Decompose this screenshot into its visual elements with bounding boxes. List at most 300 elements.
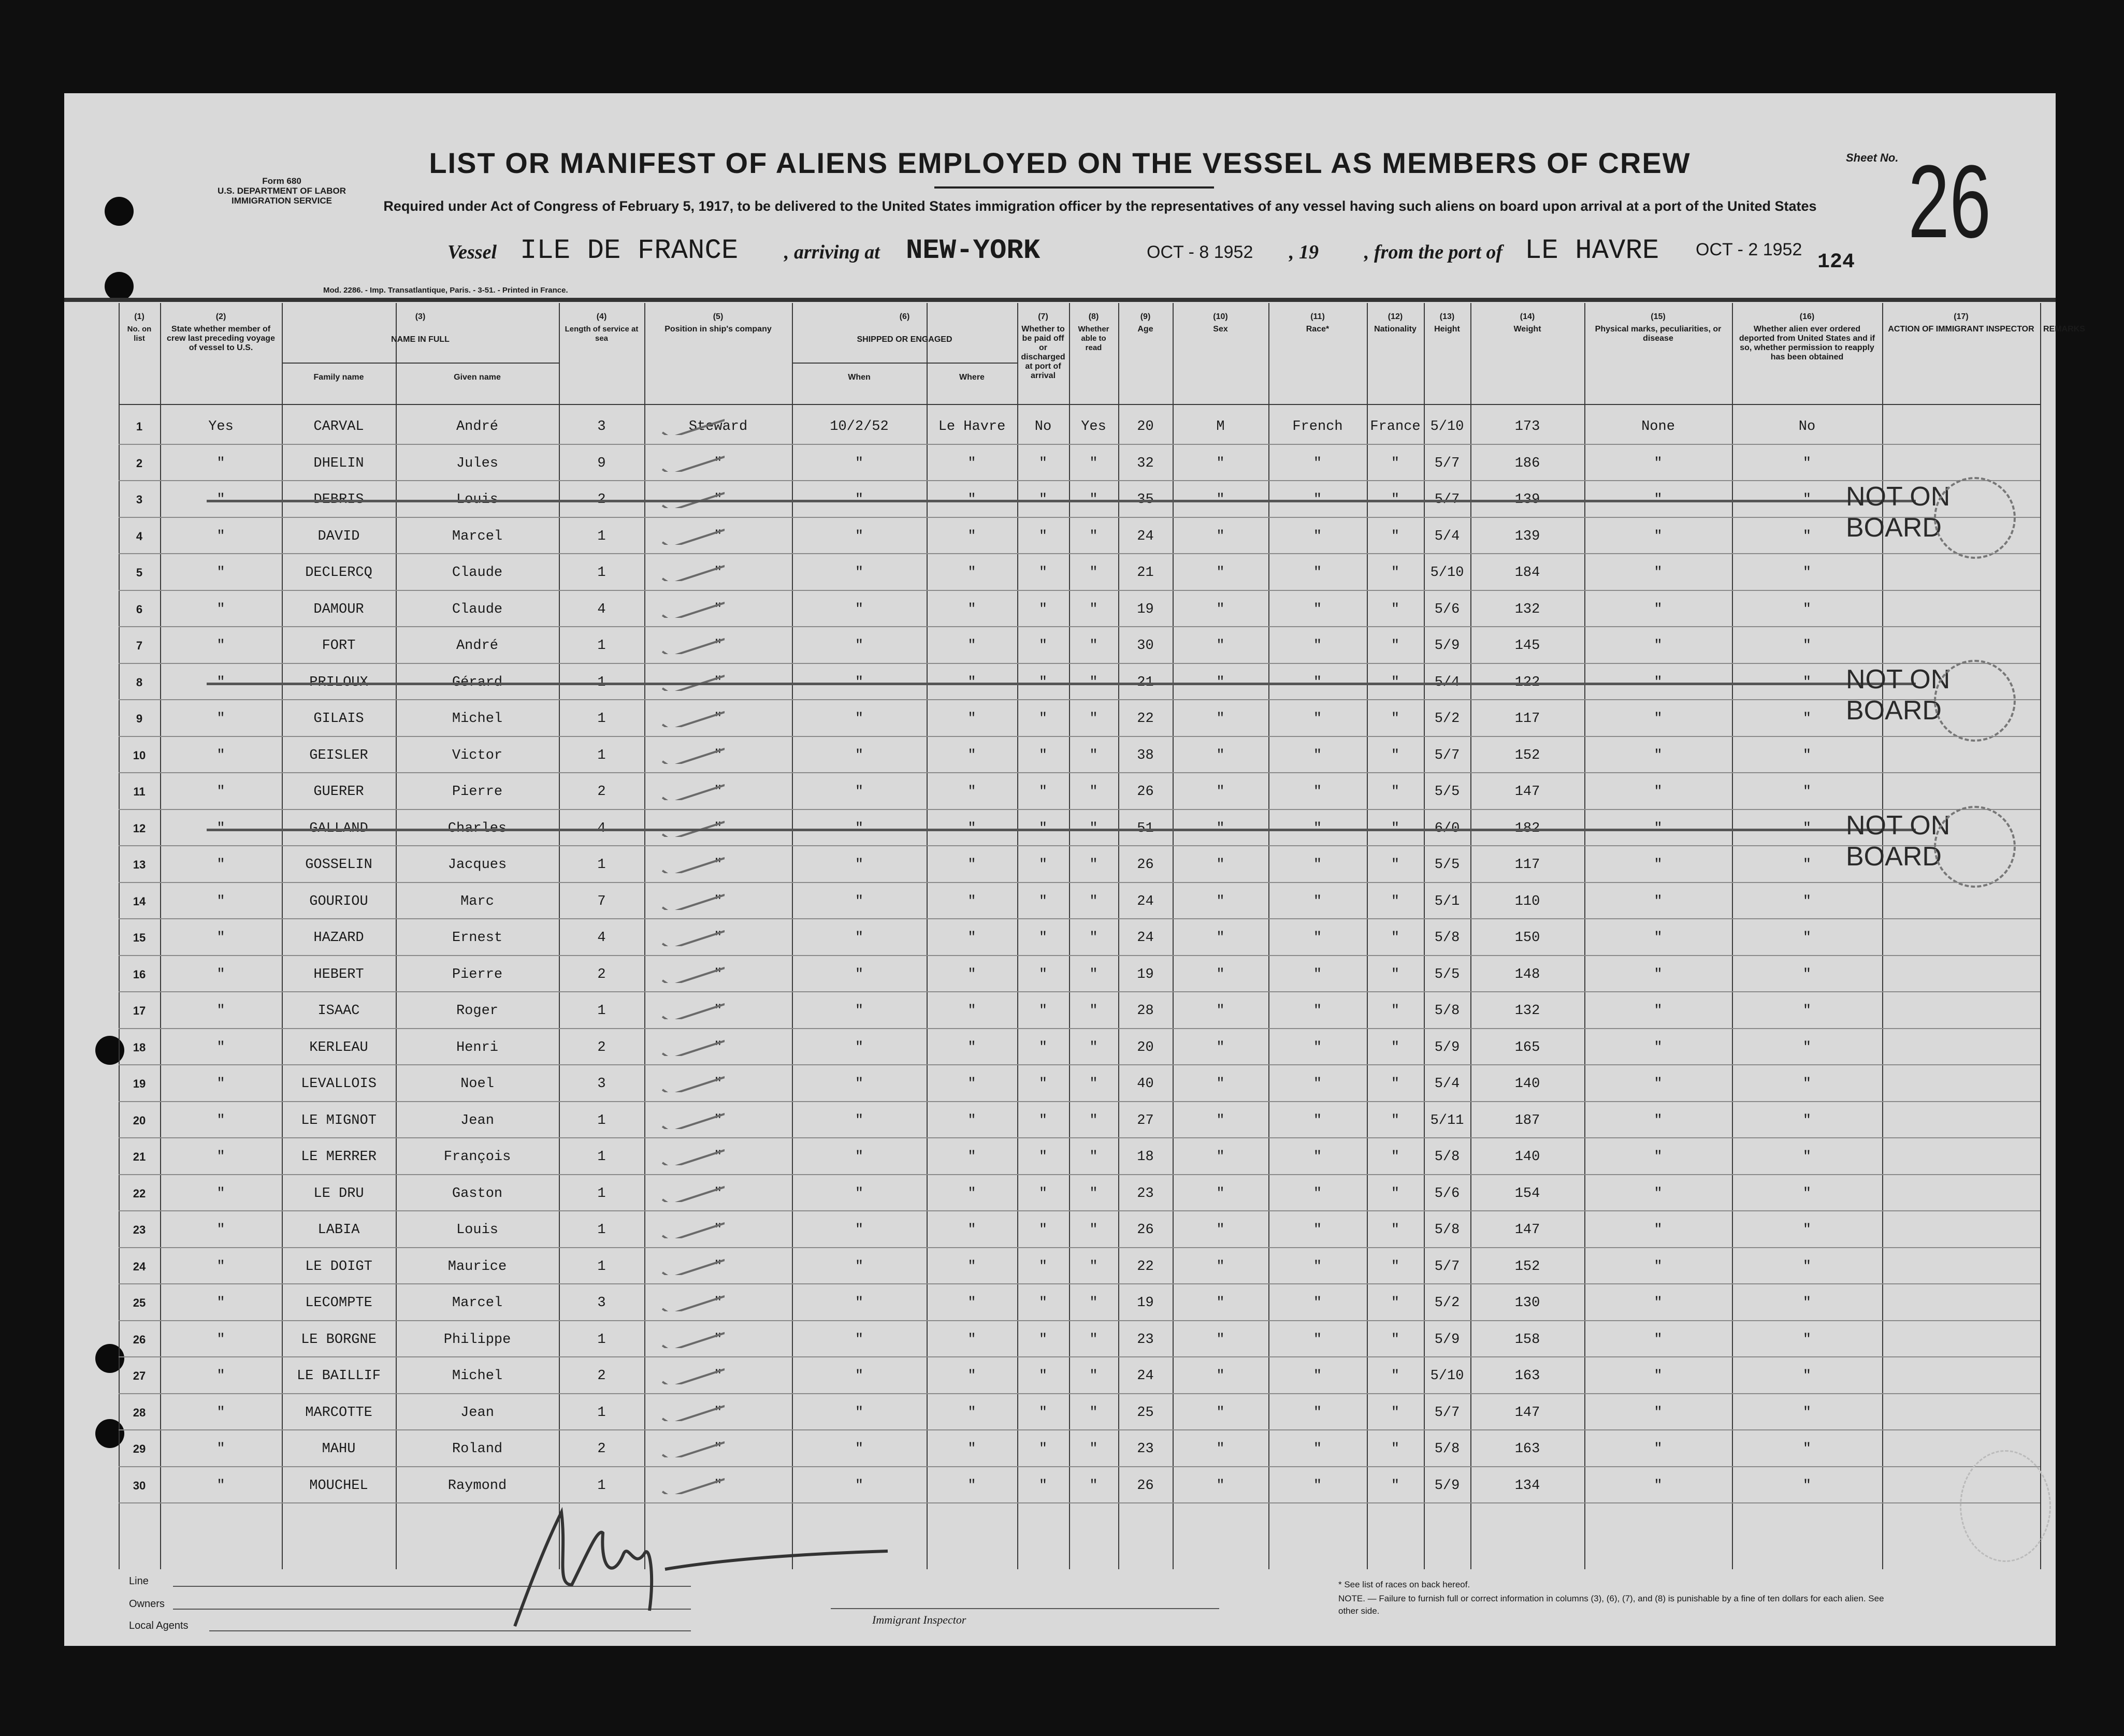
cell-read: " (1089, 1368, 1098, 1384)
column-header: ACTION OF IMMIGRANT INSPECTOR (1888, 325, 2034, 334)
cell-given: Michel (452, 711, 503, 727)
cell-nationality: " (1391, 1076, 1400, 1092)
cell-where: " (967, 1039, 976, 1055)
cell-nationality: " (1391, 601, 1400, 617)
cell-read: " (1089, 1185, 1098, 1202)
column-header: Race* (1306, 325, 1330, 334)
cell-prev: " (216, 1112, 225, 1129)
cell-given: Maurice (447, 1258, 507, 1275)
cell-height: 5/8 (1434, 930, 1460, 946)
cell-height: 5/9 (1434, 1478, 1460, 1494)
cell-deported: " (1802, 1295, 1812, 1311)
cell-sex: M (1216, 419, 1225, 435)
cell-when: " (855, 1149, 864, 1165)
cell-paid: " (1038, 711, 1048, 727)
cell-age: 30 (1137, 638, 1154, 654)
cell-sex: " (1216, 565, 1225, 581)
cell-deported: " (1802, 1441, 1812, 1457)
tally-checkmark (647, 993, 725, 1019)
cell-paid: " (1038, 1478, 1048, 1494)
tally-checkmark (647, 957, 725, 983)
manifest-sheet (64, 93, 2085, 1646)
cell-sex: " (1216, 857, 1225, 873)
column-header: Nationality (1374, 325, 1417, 334)
cell-paid: " (1038, 1368, 1048, 1384)
cell-service: 1 (597, 565, 606, 581)
cell-paid: " (1038, 455, 1048, 471)
column-header: Whether alien ever ordered deported from United States and if so, whether permission to reapply has been obtained (1739, 325, 1875, 361)
row-rule (119, 809, 2040, 810)
cell-given: Roger (456, 1003, 498, 1019)
tally-checkmark (647, 1358, 725, 1384)
cell-paid: " (1038, 565, 1048, 581)
cell-marks: " (1654, 747, 1663, 763)
cell-where: " (967, 784, 976, 800)
cell-position: " (714, 747, 723, 763)
cell-prev: " (216, 1076, 225, 1092)
row-rule (119, 1174, 2040, 1175)
tally-checkmark (647, 920, 725, 946)
cell-service: 1 (597, 1332, 606, 1348)
cell-when: " (855, 1405, 864, 1421)
cell-when: " (855, 747, 864, 763)
cell-marks: " (1654, 1441, 1663, 1457)
cell-age: 23 (1137, 1185, 1154, 1202)
tally-checkmark (647, 1066, 725, 1092)
cell-paid: " (1038, 1441, 1048, 1457)
cell-nationality: " (1391, 1149, 1400, 1165)
cell-read: " (1089, 601, 1098, 617)
column-header: NAME IN FULL (391, 335, 450, 344)
cell-service: 1 (597, 1222, 606, 1238)
cell-position: " (714, 565, 723, 581)
cell-nationality: " (1391, 784, 1400, 800)
cell-sex: " (1216, 1112, 1225, 1129)
cell-given: Claude (452, 565, 503, 581)
cell-when: " (855, 1295, 864, 1311)
cell-position: " (714, 893, 723, 909)
cell-position: " (714, 1478, 723, 1494)
cell-weight: 158 (1514, 1332, 1540, 1348)
cell-race: " (1313, 930, 1322, 946)
tally-checkmark (647, 1139, 725, 1165)
cell-read: " (1089, 784, 1098, 800)
cell-age: 26 (1137, 1222, 1154, 1238)
cell-position: Steward (688, 419, 748, 435)
row-rule (119, 1466, 2040, 1467)
row-rule (119, 772, 2040, 773)
cell-height: 5/1 (1434, 893, 1460, 909)
departure-date-stamp: OCT - 2 1952 (1696, 240, 1802, 259)
cell-family: MARCOTTE (305, 1405, 372, 1421)
cell-where: " (967, 1405, 976, 1421)
cell-position: " (714, 1003, 723, 1019)
cell-service: 1 (597, 1478, 606, 1494)
cell-position: " (714, 528, 723, 544)
cell-race: " (1313, 1185, 1322, 1202)
cell-family: HEBERT (313, 966, 364, 982)
cell-sex: " (1216, 1258, 1225, 1275)
cell-prev: " (216, 711, 225, 727)
tally-checkmark (647, 1212, 725, 1238)
cell-weight: 184 (1514, 565, 1540, 581)
cell-given: Marc (460, 893, 494, 909)
cell-when: " (855, 528, 864, 544)
cell-marks: None (1641, 419, 1675, 435)
local-agents-label: Local Agents (129, 1620, 189, 1631)
column-number: (12) (1388, 312, 1403, 321)
cell-race: " (1313, 638, 1322, 654)
cell-prev: " (216, 1185, 225, 1202)
cell-age: 38 (1137, 747, 1154, 763)
row-number: 16 (133, 967, 146, 981)
document-title: LIST OR MANIFEST OF ALIENS EMPLOYED ON THE VESSEL AS MEMBERS OF CREW (429, 147, 1691, 179)
cell-race: " (1313, 528, 1322, 544)
cell-service: 4 (597, 601, 606, 617)
row-rule (119, 1137, 2040, 1138)
cell-weight: 147 (1514, 784, 1540, 800)
row-number: 28 (133, 1406, 146, 1419)
cell-weight: 186 (1514, 455, 1540, 471)
printer-line: Mod. 2286. - Imp. Transatlantique, Paris. - 3-51. - Printed in France. (323, 286, 568, 295)
cell-nationality: " (1391, 1222, 1400, 1238)
cell-race: " (1313, 784, 1322, 800)
cell-deported: " (1802, 966, 1812, 982)
cell-height: 5/7 (1434, 1258, 1460, 1275)
cell-race: " (1313, 747, 1322, 763)
cell-family: LE BAILLIF (296, 1368, 381, 1384)
cell-when: " (855, 966, 864, 982)
row-number: 13 (133, 858, 146, 871)
column-number: (17) (1954, 312, 1969, 321)
cell-where: " (967, 1368, 976, 1384)
cell-where: " (967, 565, 976, 581)
row-rule (119, 1429, 2040, 1430)
row-rule (119, 444, 2040, 445)
cell-paid: " (1038, 601, 1048, 617)
row-number: 29 (133, 1442, 146, 1455)
cell-deported: " (1802, 747, 1812, 763)
cell-prev: " (216, 857, 225, 873)
cell-position: " (714, 1039, 723, 1055)
inspector-signature (494, 1492, 908, 1637)
cell-weight: 110 (1514, 893, 1540, 909)
column-header: Sex (1213, 325, 1228, 334)
cell-age: 26 (1137, 1478, 1154, 1494)
cell-nationality: " (1391, 1368, 1400, 1384)
cell-sex: " (1216, 893, 1225, 909)
cell-height: 5/7 (1434, 1405, 1460, 1421)
cell-position: " (714, 1258, 723, 1275)
departure-port: LE HAVRE (1525, 235, 1659, 267)
not-on-board-stamp: NOT ON BOARD (1846, 664, 1950, 726)
cell-when: " (855, 857, 864, 873)
cell-given: François (443, 1149, 511, 1165)
cell-given: Jacques (447, 857, 507, 873)
column-number: (9) (1140, 312, 1151, 321)
column-subheader: Where (959, 373, 985, 382)
cell-prev: " (216, 1368, 225, 1384)
cell-height: 5/9 (1434, 1332, 1460, 1348)
cell-when: " (855, 1332, 864, 1348)
cell-when: " (855, 638, 864, 654)
cell-given: Marcel (452, 1295, 503, 1311)
cell-service: 1 (597, 1258, 606, 1275)
cell-paid: " (1038, 1295, 1048, 1311)
cell-nationality: " (1391, 638, 1400, 654)
cell-marks: " (1654, 1368, 1663, 1384)
cell-marks: " (1654, 455, 1663, 471)
not-on-board-stamp: NOT ON BOARD (1846, 482, 1950, 543)
column-number: (8) (1088, 312, 1099, 321)
cell-marks: " (1654, 1112, 1663, 1129)
cell-prev: " (216, 1258, 225, 1275)
row-number: 30 (133, 1479, 146, 1492)
cell-deported: " (1802, 784, 1812, 800)
cell-height: 5/7 (1434, 747, 1460, 763)
cell-age: 24 (1137, 528, 1154, 544)
sheet-number-label: Sheet No. (1846, 151, 1899, 164)
cell-family: ISAAC (317, 1003, 360, 1019)
cell-service: 1 (597, 528, 606, 544)
cell-deported: " (1802, 455, 1812, 471)
cell-sex: " (1216, 638, 1225, 654)
cell-height: 5/2 (1434, 711, 1460, 727)
row-number: 8 (136, 675, 143, 689)
cell-when: " (855, 1039, 864, 1055)
cell-given: Raymond (447, 1478, 507, 1494)
cell-weight: 139 (1514, 528, 1540, 544)
cell-position: " (714, 711, 723, 727)
row-rule (119, 882, 2040, 883)
cell-deported: " (1802, 1149, 1812, 1165)
cell-family: DAVID (317, 528, 360, 544)
cell-height: 5/9 (1434, 638, 1460, 654)
cell-deported: " (1802, 711, 1812, 727)
cell-where: " (967, 1112, 976, 1129)
tally-checkmark (647, 738, 725, 764)
cell-marks: " (1654, 528, 1663, 544)
cell-position: " (714, 455, 723, 471)
cell-family: DAMOUR (313, 601, 364, 617)
row-rule (119, 1283, 2040, 1284)
cell-prev: " (216, 638, 225, 654)
strike-through-line (207, 829, 1916, 831)
cell-read: " (1089, 747, 1098, 763)
not-on-board-stamp: NOT ON BOARD (1846, 810, 1950, 872)
tally-checkmark (647, 519, 725, 545)
tally-checkmark (647, 1249, 725, 1275)
cell-race: " (1313, 1076, 1322, 1092)
vessel-label: Vessel (447, 241, 497, 263)
cell-race: " (1313, 711, 1322, 727)
cell-sex: " (1216, 1295, 1225, 1311)
cell-position: " (714, 966, 723, 982)
cell-sex: " (1216, 1149, 1225, 1165)
cell-nationality: " (1391, 1185, 1400, 1202)
cell-service: 3 (597, 1295, 606, 1311)
row-rule (119, 1210, 2040, 1211)
cell-weight: 152 (1514, 1258, 1540, 1275)
vessel-name: ILE DE FRANCE (520, 235, 739, 267)
cell-prev: " (216, 565, 225, 581)
cell-height: 5/8 (1434, 1441, 1460, 1457)
cell-prev: Yes (208, 419, 234, 435)
cell-sex: " (1216, 455, 1225, 471)
cell-weight: 163 (1514, 1441, 1540, 1457)
cell-paid: " (1038, 1039, 1048, 1055)
official-stamp (1934, 806, 2016, 888)
cell-family: KERLEAU (309, 1039, 368, 1055)
cell-sex: " (1216, 747, 1225, 763)
cell-read: " (1089, 565, 1098, 581)
row-rule (119, 1064, 2040, 1065)
cell-age: 19 (1137, 1295, 1154, 1311)
cell-given: Marcel (452, 528, 503, 544)
list-number: 124 (1817, 251, 1855, 274)
column-header: Position in ship's company (664, 325, 772, 334)
cell-when: " (855, 930, 864, 946)
cell-service: 2 (597, 1039, 606, 1055)
cell-when: " (855, 1185, 864, 1202)
cell-position: " (714, 638, 723, 654)
cell-when: " (855, 1076, 864, 1092)
row-rule (119, 1502, 2040, 1503)
cell-height: 5/5 (1434, 857, 1460, 873)
cell-deported: " (1802, 1222, 1812, 1238)
cell-where: " (967, 1478, 976, 1494)
cell-when: " (855, 565, 864, 581)
cell-marks: " (1654, 930, 1663, 946)
cell-nationality: " (1391, 1112, 1400, 1129)
tally-checkmark (647, 1176, 725, 1202)
cell-position: " (714, 1295, 723, 1311)
row-rule (119, 626, 2040, 627)
cell-read: " (1089, 1112, 1098, 1129)
cell-race: " (1313, 1441, 1322, 1457)
cell-service: 3 (597, 419, 606, 435)
cell-where: " (967, 930, 976, 946)
cell-given: Victor (452, 747, 503, 763)
cell-service: 2 (597, 966, 606, 982)
cell-paid: " (1038, 930, 1048, 946)
cell-family: LE MERRER (301, 1149, 377, 1165)
column-number: (14) (1520, 312, 1535, 321)
row-number: 7 (136, 639, 143, 652)
cell-read: " (1089, 528, 1098, 544)
cell-nationality: " (1391, 1258, 1400, 1275)
cell-age: 26 (1137, 857, 1154, 873)
cell-where: " (967, 1441, 976, 1457)
cell-marks: " (1654, 1003, 1663, 1019)
cell-marks: " (1654, 1149, 1663, 1165)
tally-checkmark (647, 665, 725, 691)
cell-position: " (714, 1332, 723, 1348)
cell-race: " (1313, 1478, 1322, 1494)
cell-height: 5/7 (1434, 455, 1460, 471)
arrival-date-stamp: OCT - 8 1952 (1147, 242, 1253, 262)
cell-prev: " (216, 893, 225, 909)
cell-height: 5/11 (1430, 1112, 1464, 1129)
cell-sex: " (1216, 1185, 1225, 1202)
cell-read: Yes (1081, 419, 1106, 435)
column-subheader: Family name (313, 373, 364, 382)
cell-where: " (967, 601, 976, 617)
cell-race: " (1313, 857, 1322, 873)
cell-paid: No (1034, 419, 1052, 435)
cell-read: " (1089, 1003, 1098, 1019)
column-number: (16) (1799, 312, 1815, 321)
cell-where: " (967, 1003, 976, 1019)
row-number: 22 (133, 1187, 146, 1200)
cell-deported: " (1802, 565, 1812, 581)
cell-where: " (967, 1332, 976, 1348)
cell-race: " (1313, 1039, 1322, 1055)
cell-prev: " (216, 1039, 225, 1055)
row-rule (119, 1247, 2040, 1248)
cell-nationality: " (1391, 1441, 1400, 1457)
cell-prev: " (216, 1295, 225, 1311)
row-number: 2 (136, 456, 143, 470)
cell-age: 20 (1137, 419, 1154, 435)
cell-paid: " (1038, 1003, 1048, 1019)
cell-service: 1 (597, 1112, 606, 1129)
cell-sex: " (1216, 1222, 1225, 1238)
cell-read: " (1089, 1441, 1098, 1457)
punch-hole (105, 197, 134, 226)
cell-height: 5/9 (1434, 1039, 1460, 1055)
owners-label: Owners (129, 1598, 165, 1610)
cell-read: " (1089, 711, 1098, 727)
cell-given: Henri (456, 1039, 498, 1055)
subheader-rule (282, 363, 559, 364)
cell-family: DECLERCQ (305, 565, 372, 581)
cell-deported: No (1798, 419, 1816, 435)
cell-nationality: " (1391, 1478, 1400, 1494)
cell-nationality: " (1391, 930, 1400, 946)
cell-race: " (1313, 1112, 1322, 1129)
row-number: 14 (133, 894, 146, 908)
column-number: (1) (134, 312, 145, 321)
column-header: Age (1137, 325, 1153, 334)
row-rule (119, 590, 2040, 591)
cell-family: FORT (322, 638, 356, 654)
cell-family: LE DRU (313, 1185, 364, 1202)
cell-given: Pierre (452, 966, 503, 982)
column-header: SHIPPED OR ENGAGED (857, 335, 952, 344)
row-rule (119, 663, 2040, 664)
row-rule (119, 517, 2040, 518)
cell-given: Claude (452, 601, 503, 617)
cell-deported: " (1802, 1405, 1812, 1421)
cell-service: 1 (597, 747, 606, 763)
cell-marks: " (1654, 966, 1663, 982)
cell-age: 24 (1137, 930, 1154, 946)
row-number: 20 (133, 1113, 146, 1127)
cell-age: 24 (1137, 1368, 1154, 1384)
cell-prev: " (216, 1222, 225, 1238)
cell-service: 1 (597, 1185, 606, 1202)
cell-where: " (967, 711, 976, 727)
cell-position: " (714, 601, 723, 617)
cell-marks: " (1654, 1076, 1663, 1092)
cell-weight: 165 (1514, 1039, 1540, 1055)
from-port-label: , from the port of (1364, 241, 1503, 263)
cell-sex: " (1216, 784, 1225, 800)
cell-race: French (1292, 419, 1343, 435)
column-number: (15) (1651, 312, 1666, 321)
year-label: , 19 (1289, 241, 1319, 263)
